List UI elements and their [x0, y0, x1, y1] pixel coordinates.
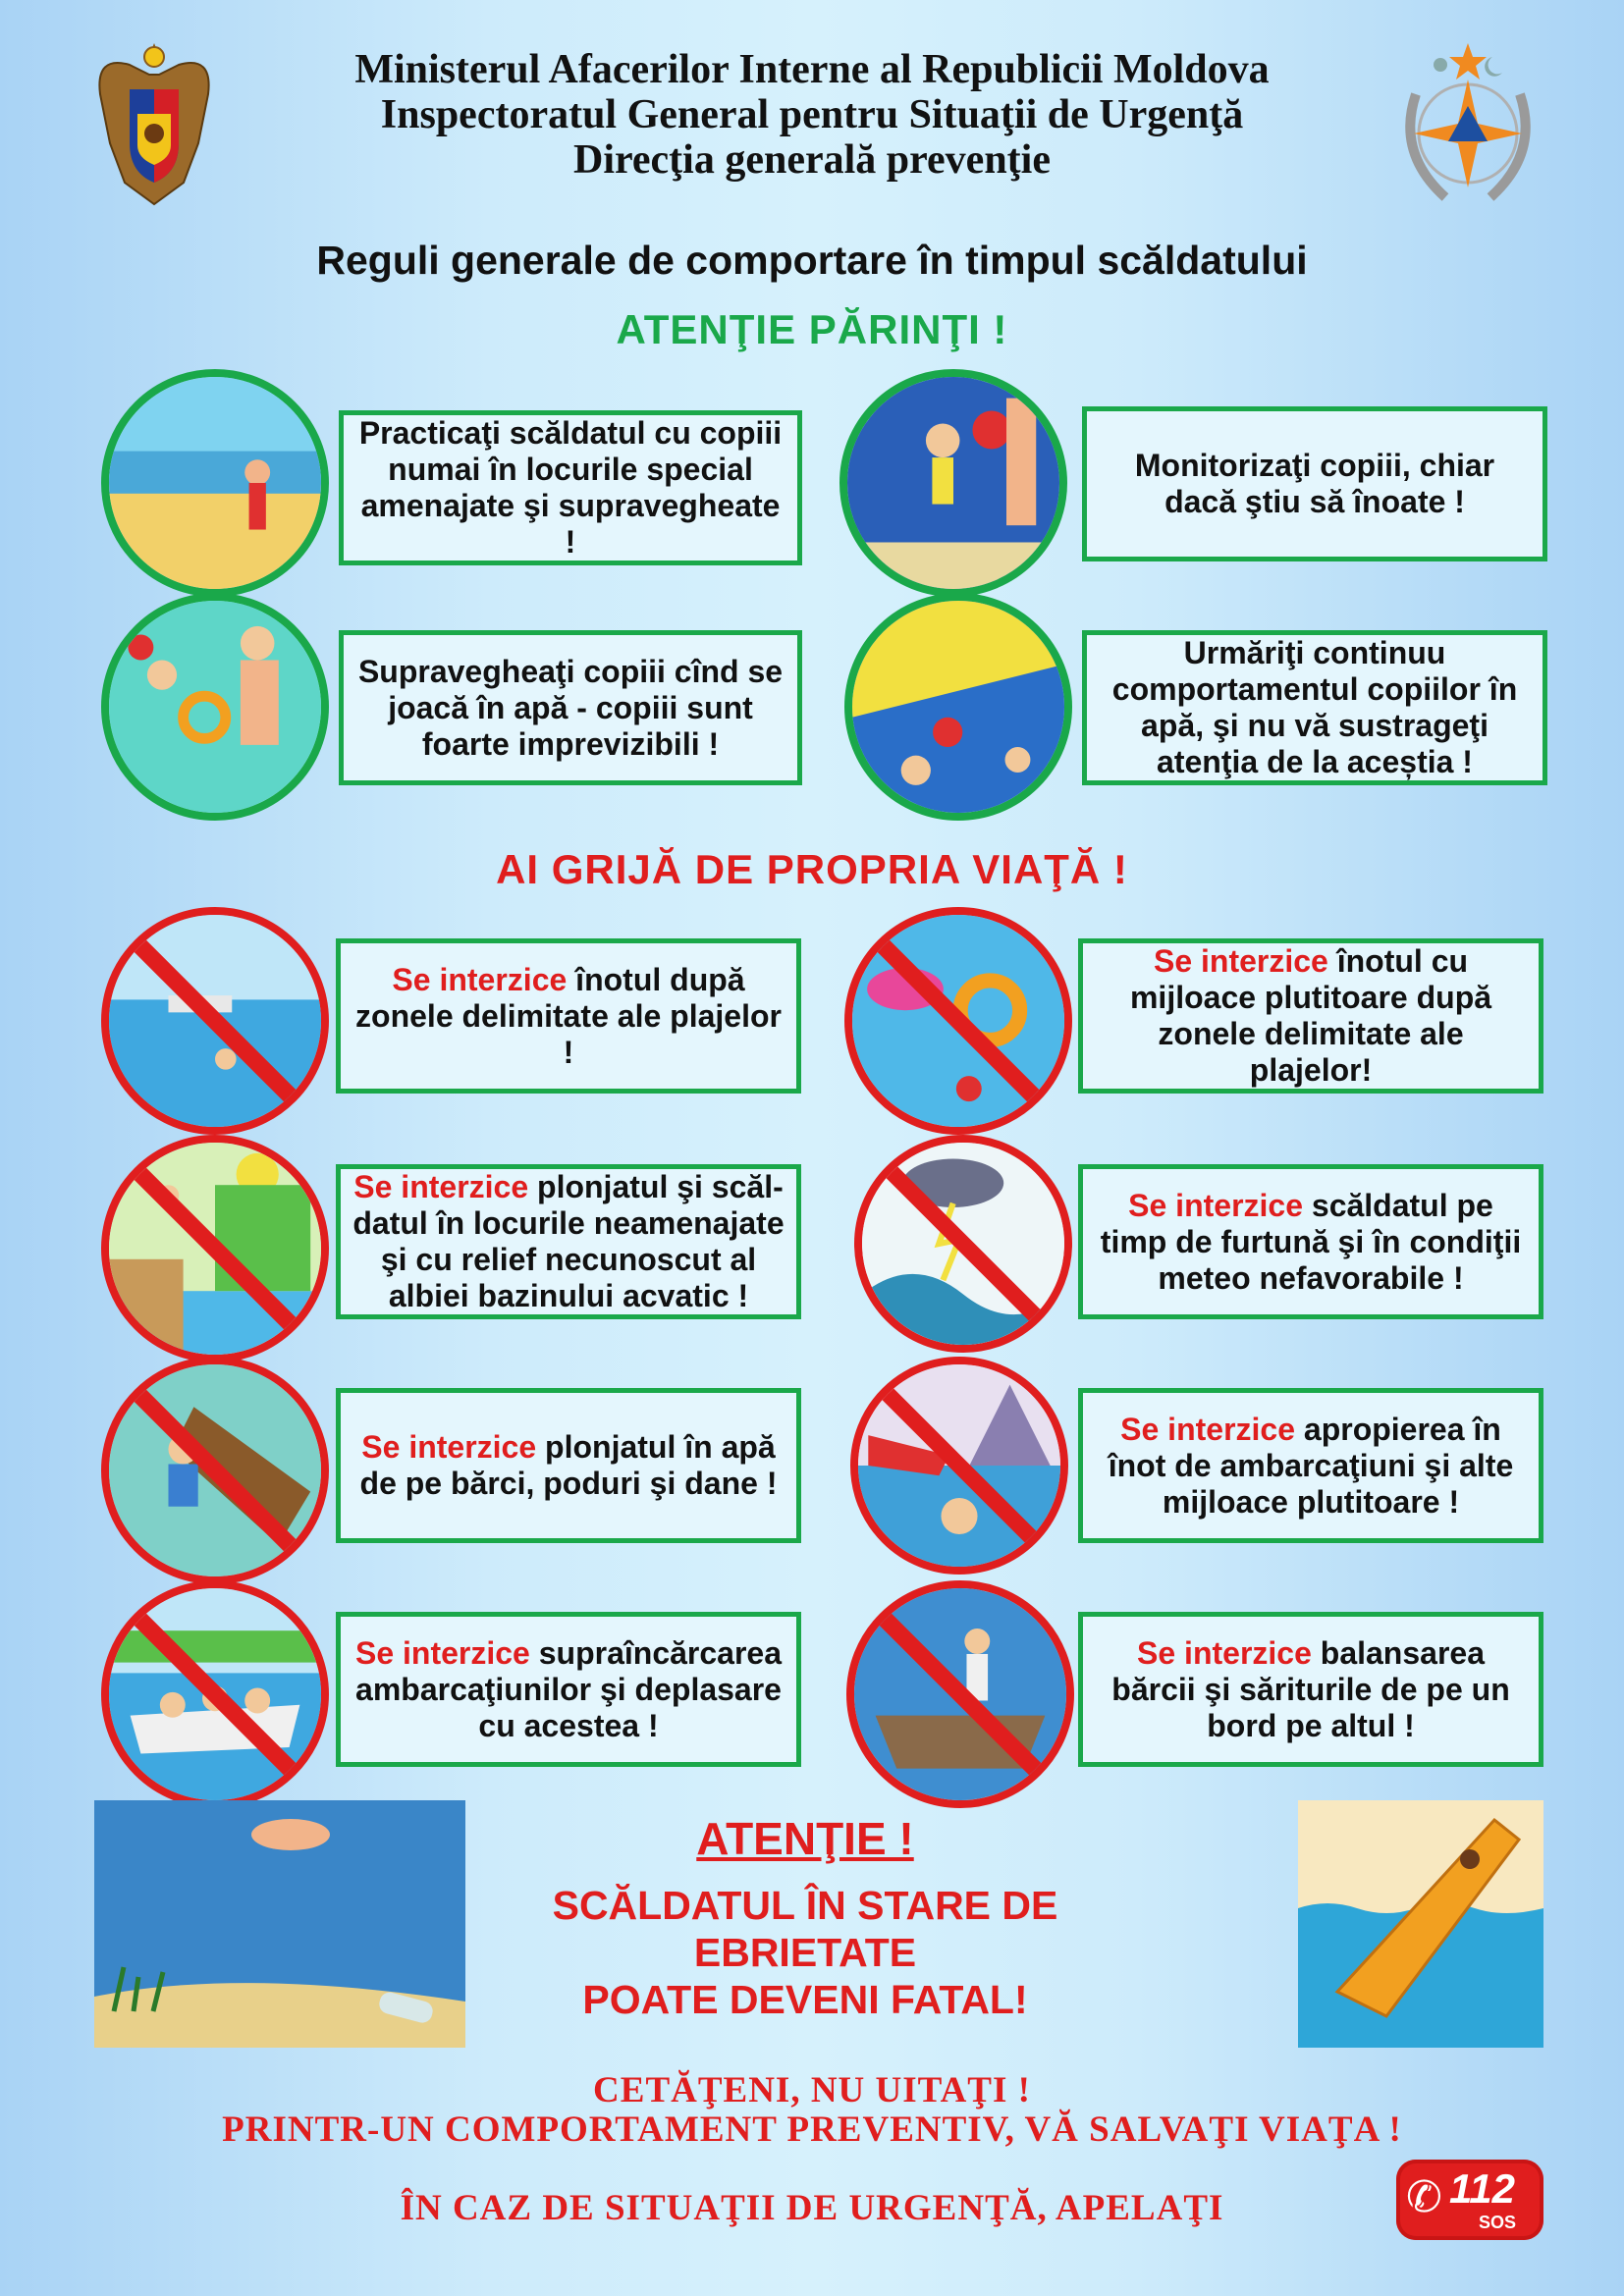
footer-citizens: CETĂŢENI, NU UITAŢI !: [593, 2070, 1031, 2110]
prohibition-text: Se interzice scăldatul pe timp de furtună şi în condiţii meteo nefavorabile !: [1100, 1187, 1522, 1296]
phone-icon: ✆: [1406, 2173, 1442, 2221]
rule-text: Supravegheaţi copiii cînd se joacă în apă - copiii sunt foarte imprevizibili !: [357, 653, 784, 762]
rule-box-parents-2: [1082, 406, 1547, 561]
header-inspectorate: Inspectoratul General pentru Situaţii de Urgenţă: [380, 92, 1244, 137]
rule-box-prohibit-6: [1078, 1388, 1543, 1543]
prohibition-text: Se interzice înotul după zonele delimitate ale plajelor !: [355, 961, 782, 1070]
no-overloading-boats-icon: [101, 1580, 329, 1808]
rule-text: Practicaţi scăldatul cu copiii numai în locurile special amenajate şi supravegheate !: [358, 415, 783, 560]
drunk-person-in-water-illustration: [94, 1800, 465, 2048]
prohibition-text: Se interzice apropierea în înot de ambarcaţiuni şi alte mijloace plutitoare !: [1108, 1411, 1514, 1520]
child-drowning-monitor-illustration: [844, 593, 1072, 821]
no-swimming-beyond-zones-icon: [101, 907, 329, 1135]
prohibition-prefix: Se interzice: [1120, 1411, 1295, 1447]
prohibition-text: Se interzice plonjatul şi scăl-datul în locurile neamenajate şi cu relief necunoscut al albiei bazinului acvatic !: [352, 1169, 785, 1313]
no-approaching-boats-icon: [850, 1357, 1068, 1575]
rule-box-parents-1: [339, 410, 802, 565]
bottle-in-water-illustration: [1298, 1800, 1543, 2048]
prohibition-text: Se interzice supraîncărcarea ambarcaţiunilor şi deplasare cu acestea !: [354, 1634, 782, 1743]
no-bathing-storm-icon: [854, 1135, 1072, 1353]
rule-box-prohibit-4: [1078, 1164, 1543, 1319]
header-ministry: Ministerul Afacerilor Interne al Republicii Moldova: [354, 47, 1270, 92]
prohibition-prefix: Se interzice: [1137, 1634, 1312, 1671]
prohibition-text: Se interzice balansarea bărcii şi săriturile de pe un bord pe altul !: [1111, 1634, 1510, 1743]
prohibition-text: Se interzice înotul cu mijloace plutitoare după zonele delimitate ale plajelor!: [1129, 943, 1492, 1088]
warning-line-3: POATE DEVENI FATAL!: [582, 1977, 1028, 2022]
warning-title: ATENŢIE !: [696, 1813, 914, 1864]
no-floating-devices-beyond-zones-icon: [844, 907, 1072, 1135]
parent-watching-child-illustration: [839, 369, 1067, 597]
rule-box-parents-4: [1082, 630, 1547, 785]
rule-text: Urmăriţi continuu comportamentul copiilor în apă, şi nu vă sustrageţi atenţia de la aceștia !: [1111, 635, 1518, 779]
page-title: Reguli generale de comportare în timpul scăldatului: [316, 238, 1308, 283]
prohibition-text: Se interzice plonjatul în apă de pe bărci, poduri şi dane !: [359, 1429, 778, 1501]
footer-emergency-call: ÎN CAZ DE SITUAŢII DE URGENŢĂ, APELAŢI: [400, 2188, 1224, 2228]
rule-box-prohibit-7: [336, 1612, 801, 1767]
emergency-number: 112: [1449, 2165, 1515, 2212]
prohibition-prefix: Se interzice: [392, 961, 568, 997]
prohibition-prefix: Se interzice: [1153, 943, 1328, 979]
rule-text: Monitorizaţi copiii, chiar dacă ştiu să înoate !: [1134, 448, 1495, 519]
rule-box-prohibit-3: [336, 1164, 801, 1319]
own-life-heading: AI GRIJĂ DE PROPRIA VIAŢĂ !: [496, 846, 1128, 892]
rule-box-prohibit-8: [1078, 1612, 1543, 1767]
rule-box-parents-3: [339, 630, 802, 785]
footer-preventive-behaviour: PRINTR-UN COMPORTAMENT PREVENTIV, VĂ SALVAŢI VIAŢA !: [222, 2109, 1402, 2150]
rule-box-prohibit-1: [336, 938, 801, 1094]
sos-label: SOS: [1479, 2213, 1517, 2232]
no-diving-unknown-places-icon: [101, 1135, 329, 1362]
beach-lifeguard-illustration: [101, 369, 329, 597]
no-diving-from-boats-icon: [101, 1357, 329, 1584]
rule-box-prohibit-5: [336, 1388, 801, 1543]
children-playing-water-illustration: [101, 593, 329, 821]
prohibition-prefix: Se interzice: [1128, 1187, 1303, 1223]
prohibition-prefix: Se interzice: [361, 1429, 537, 1465]
warning-line-1: SCĂLDATUL ÎN STARE DE: [552, 1883, 1058, 1928]
parents-heading: ATENŢIE PĂRINŢI !: [616, 306, 1008, 352]
no-rocking-boat-icon: [846, 1580, 1074, 1808]
header-directorate: Direcţia generală prevenţie: [573, 137, 1051, 183]
rule-box-prohibit-2: [1078, 938, 1543, 1094]
emergency-112-badge: [1396, 2160, 1543, 2240]
prohibition-prefix: Se interzice: [354, 1634, 530, 1671]
prohibition-prefix: Se interzice: [353, 1169, 529, 1204]
warning-line-2: EBRIETATE: [693, 1930, 917, 1975]
